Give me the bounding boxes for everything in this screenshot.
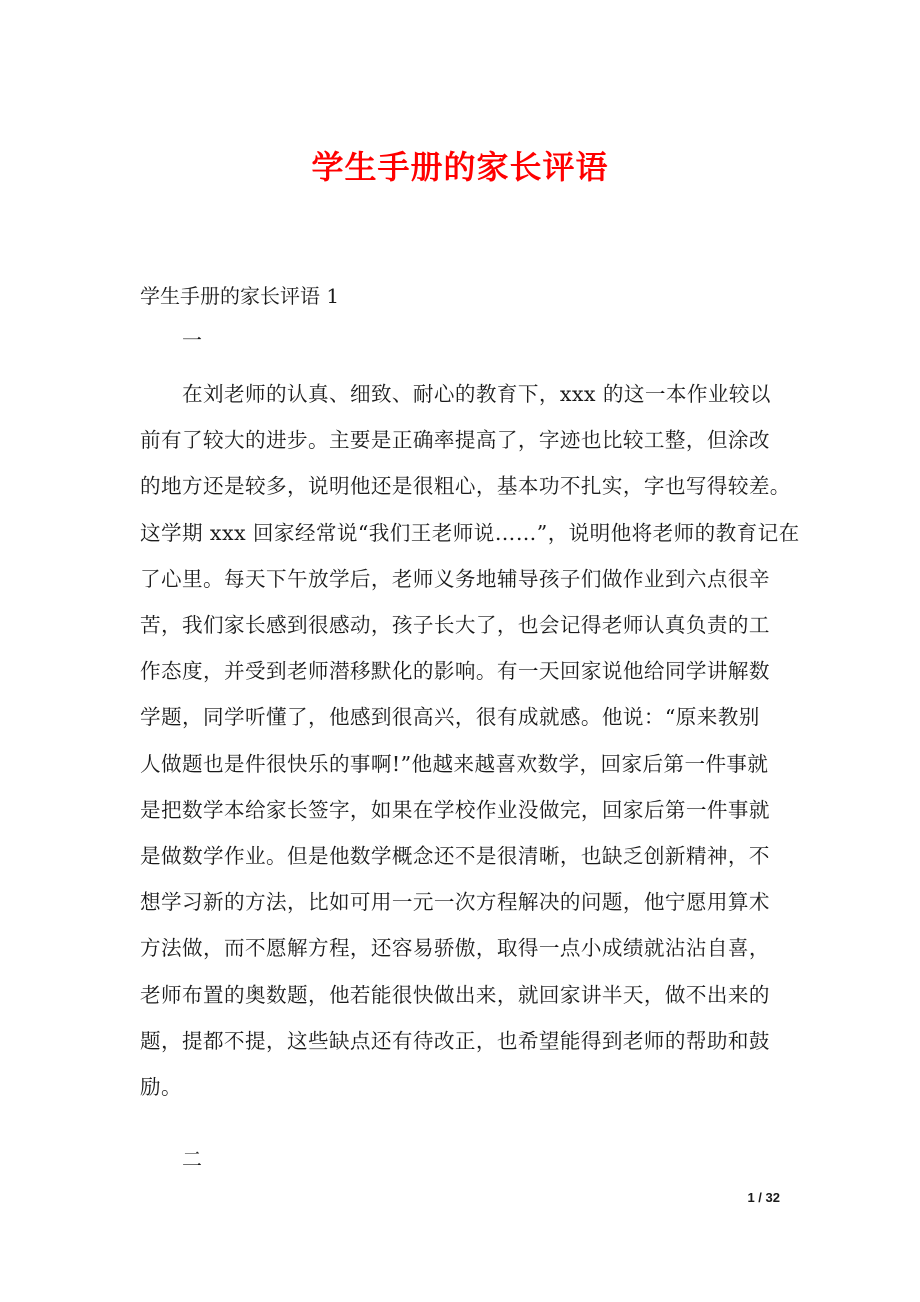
sub-section-marker-two: 二 <box>182 1147 202 1171</box>
sub-section-marker-one: 一 <box>182 328 202 352</box>
page-number: 1 / 32 <box>747 1190 780 1205</box>
paragraph-line: 前有了较大的进步。主要是正确率提高了，字迹也比较工整，但涂改 <box>140 428 770 453</box>
paragraph-line: 老师布置的奥数题，他若能很快做出来，就回家讲半天，做不出来的 <box>140 982 770 1007</box>
paragraph-line: 在刘老师的认真、细致、耐心的教育下，xxx 的这一本作业较以 <box>182 382 771 406</box>
paragraph-line: 苦，我们家长感到很感动，孩子长大了，也会记得老师认真负责的工 <box>140 613 770 638</box>
paragraph-line: 这学期 xxx 回家经常说“我们王老师说……”，说明他将老师的教育记在 <box>140 520 800 545</box>
body-paragraph <box>140 371 800 1110</box>
paragraph-line: 励。 <box>140 1075 182 1100</box>
document-title: 学生手册的家长评语 <box>311 148 609 186</box>
section-heading: 学生手册的家长评语 1 <box>140 284 340 308</box>
paragraph-line: 想学习新的方法，比如可用一元一次方程解决的问题，他宁愿用算术 <box>140 890 770 915</box>
paragraph-line: 是把数学本给家长签字，如果在学校作业没做完，回家后第一件事就 <box>140 797 770 822</box>
paragraph-line: 是做数学作业。但是他数学概念还不是很清晰，也缺乏创新精神，不 <box>140 844 770 869</box>
paragraph-line: 人做题也是件很快乐的事啊!”他越来越喜欢数学，回家后第一件事就 <box>140 751 769 776</box>
paragraph-line: 方法做，而不愿解方程，还容易骄傲，取得一点小成绩就沾沾自喜， <box>140 936 770 961</box>
paragraph-line: 学题，同学听懂了，他感到很高兴，很有成就感。他说：“原来教别 <box>140 705 760 730</box>
paragraph-line: 题，提都不提，这些缺点还有待改正，也希望能得到老师的帮助和鼓 <box>140 1028 770 1053</box>
paragraph-line: 了心里。每天下午放学后，老师义务地辅导孩子们做作业到六点很辛 <box>140 566 770 591</box>
paragraph-line: 作态度，并受到老师潜移默化的影响。有一天回家说他给同学讲解数 <box>140 659 770 684</box>
paragraph-line: 的地方还是较多，说明他还是很粗心，基本功不扎实，字也写得较差。 <box>140 474 791 499</box>
